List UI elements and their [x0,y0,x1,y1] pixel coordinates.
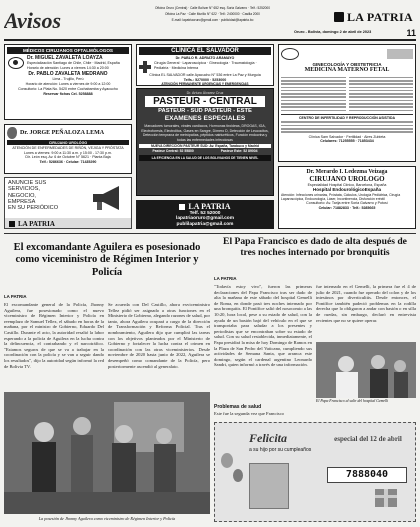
doctor-spec: Especialización Santiago de Chile, Chile · Madrid, España [27,61,120,66]
gine-center: CENTRO DE INFERTILIDAD Y REPRODUCCIÓN ASISTIDA [281,114,413,120]
ad-jorge-penaloza [4,124,132,174]
birthday-photo [249,463,289,509]
lab-phone: Pasteur Central: 52 55800 [152,149,194,154]
article-headline: El excomandante Aguilera es posesionado como viceministro de Régimen Interior y Policía [13,242,201,278]
office-info-2: Oficina La Paz · Calle Murillo N° 622 · Telf.: 2400000 · Casilla 2000 [165,12,260,16]
clinic-logo-icon [281,48,299,60]
clinic-phone: Telf.: 5286636 · Celular: 71435290 [39,159,97,164]
lab-heading: EXAMENES ESPECIALES [164,115,246,123]
anuncie-brand-bar [5,218,131,229]
clinic-address: Clínica EL SALVADOR calle Ayacucho N° 536 entre La Paz y Murguía [149,73,261,78]
doctor-hours: Horario de atención: Lunes a viernes de 9:00 a 12:00 [25,81,111,86]
cross-icon [139,61,151,73]
contact-email: publilapatria@gmail.com [176,221,234,227]
contact-email: lapatriaoruro@gmail.com [176,216,234,222]
clinic-subtitle: Dr. PABLO R. ADRIATO ARAMAYO [175,56,235,60]
brand-logo [334,8,416,26]
office-email: E-mail: lapatriaoruro@gmail.com · publicidad@lapatria.bo [171,18,254,22]
brand-name: LA PATRIA [18,219,55,228]
brand-mark-icon [9,221,15,227]
nacer-logo-icon [387,49,413,59]
ad-merardo-ledezma [278,166,416,229]
header-rule [4,39,416,41]
lab-title: PASTEUR - CENTRAL [145,96,265,107]
anuncie-line: ANUNCIE SUS [8,180,47,186]
gine-hospital: Clínica Sam Salvador · Fertilidad · Aires Zubieta [308,134,386,139]
ad-birthday [214,422,416,522]
anuncie-line: NEGOCIO, [8,192,36,199]
doctor-name: Dr. MIGUEL ZAVALETA LOAYZA [27,55,103,62]
photo-caption: La posesión de Jhonny Aguilera como viceministro de Régimen Interior y Policía [38,516,176,521]
birthday-date: especial del 12 de abril [334,435,402,443]
birthday-greeting: Felicita [249,431,287,445]
doctor-title: CIRUJANO UROLÓGO [7,140,129,145]
ad-lapatria-contact [136,200,274,229]
doctor-name: Dr. JORGE PEÑALOZA LEMA [20,130,105,136]
lab-subtitle: PASTEUR - SUD PASTEUR - ESTE [158,108,252,115]
doctor-desc: ATENCIÓN DE ENFERMEDADES DE RIÑÓN, VEJIGA Y PRÓSTATA [12,146,124,151]
office-info-1: Oficina Oruro (Central) · Calle Bolívar N° 652 esq. Soria Galvarro · Telf.: 5252000 [155,6,270,10]
gine-subtitle: MEDICINA MATERNO FETAL [304,67,390,73]
article-photo [316,342,416,398]
birthday-code-box [327,467,407,483]
article-column: Este fue la segunda vez que Francisco [214,411,284,416]
doctor-list [349,75,414,113]
doctor-name: Dr. Merardo I. Ledezma Veizaga [306,169,388,175]
article-column: El excomandante general de la Policía, Jhonny Aguilera, fue posesionado como el nuevo viceministro de Régimen Interior y Policía en reemplazo de Samuel Tellez, el sábado en horas de la mañana, por el ministro de Gobierno, Eduardo Del Castillo. Durante el acto, la autoridad resaltó la labor esperando a la policía de Aguilera en la lucha contra la delincuencia, el contrabando y el narcotráfico. "Estamos seguros de que se va a trabajar en la coordinación con la policía y se van a seguir dando los resultados", dijo la autoridad según informó la red de Bolivia TV. [4,302,104,369]
divider [4,233,416,234]
eye-icon [8,57,24,69]
article-papa-francisco [214,236,416,525]
article-photo [4,392,210,514]
doctor-name: Dr. PABLO ZAVALETA MEDRANO [28,71,108,78]
doctor-list [281,75,346,113]
article-subhead: Problemas de salud [214,404,262,410]
anuncie-line: EN SU PERIÓDICO [8,205,59,212]
clinic-address: Consultorio: La Plata No. 5420 entre Cochabamba y Ayacucho [18,87,118,92]
doctor-spec: Lima - Trujillo, Perú [52,77,84,82]
clinic-attention: ATENCIÓN PERMANENTE URGENCIAS Y EMERGENCIAS [161,82,249,86]
balloon-icon [221,453,233,468]
article-headline: El Papa Francisco es dado de alta después de tres noches internado por bronquitis [223,236,407,259]
doctor-spec: Especialidad Hospital Clínico, Barcelona, España [307,183,387,187]
clinic-address: Dir. León esq. Av. 6 de Octubre N° 5621 · Planta Baja [25,155,111,160]
services-list [281,121,413,132]
gift-icon [375,489,397,507]
ad-clinica-el-salvador [136,44,274,86]
contact-phone: Telf. 52 52000 [189,211,221,216]
ad-medicos-oftalmologos [4,44,132,120]
ad-pasteur [136,88,274,196]
section-title: Avisos [4,8,62,33]
brand-name: LA PATRIA [347,9,413,24]
article-byline: LA PATRIA [4,294,27,299]
clinic-phone: Reservar fichas Cel. 5258888 [43,91,93,96]
gine-phone: Celulares: 71255555 · 71853434 [320,139,374,143]
kidney-icon [7,127,17,139]
lab-phone: Pasteur Este: 52 89004 [220,149,258,154]
clinic-phone: Celular: 71882833 · Telf.: 5285665 [318,205,376,210]
lab-address: NUEVA DIRECCIÓN PASTEUR SUD: Av. España, Tarabuco y Madrid [139,144,271,148]
lab-doctor: Dr. Arturo Álvarez Cruz [186,91,224,95]
birthday-body: a su hijo por su cumpleaños [249,447,312,453]
ad-ginecologia [278,44,416,162]
page-header [4,4,416,42]
anuncie-line: EMPRESA [8,198,36,205]
balloon-icon [233,469,243,482]
brand-mark-icon [334,12,344,22]
ad-title: MÉDICOS CIRUJANOS OFTALMÓLOGOS [7,47,129,54]
doctor-title: CIRUJANO UROLOGO [309,175,385,183]
doctor-hours: Lunes a viernes: 9:00 a 11:30 a.m. y 15:00 - 17:30 p.m. [23,150,113,155]
article-aguilera [4,236,210,525]
brand-name: LA PATRIA [188,202,231,211]
article-column: Se acuerda con Del Castillo, ahora exviceministro Tellez pidió ser asignado a otras funciones en el Ministerio de Gobierno, alegando razones de salud, por tanto, ahora Aguilera ocupará a cargo de la dirección de Transformación y Reforma Policial. Tras el nombramiento, Aguilera dijo que cumplirá las tareas con los objetivos planteados por el Ministerio de Gobierno y fortalecer la lucha contra el crimen en coordinación con las otras viceministerios. Desde noviembre de 2020 hasta junio de 2022, Aguilera se desempeñó como comandante de la Policía, pero posteriormente ascendió al generalato. [108,302,210,369]
clinic-body: Cirugía General · Laparoscópica · Ginecología · Traumatología · Pediatría · Medicina Interna [154,61,257,70]
clinic-title: CLÍNICA EL SALVADOR [139,47,271,55]
brand-row [138,202,272,211]
article-byline: LA PATRIA [214,276,237,281]
lab-footer: LA EFICIENCIA EN LA SALUD DE LOS BOLIVIANOS DE TIENEN NIVEL [139,155,271,161]
gine-title: GINECOLOGÍA Y OBSTETRICIA [312,62,382,67]
doctor-body: Atención: Infecciones urinarias, Próstata, Cálculos, Urología Pediátrica, Cirugía Laparoscópica, Endourología, Láser, Incontinencia, Disfunción eréctil [281,193,401,202]
clinic-address: Consultorio: Av. Tarija entre Soria Galvarro y Potosí [306,201,388,206]
page-number: 11 [406,28,416,38]
brand-mark-icon [179,204,185,210]
ad-anuncie [4,177,132,229]
anuncie-text [8,180,86,218]
page-date: Oruro - Bolivia, domingo 2 de abril de 2023 [294,30,372,34]
doctor-hours: Horario de atención: Lunes a viernes 14:30 a 20:00 [27,65,109,70]
anuncie-line: SERVICIOS, [8,186,40,193]
birthday-code: 7888040 [345,469,389,480]
article-column: fue internado en el Gemelli, la primera fue el 4 de julio de 2021, cuando fue operado del colon y de los intestinos por diverticulitis. Desde entonces, el Pontífice también padeció problemas en la rodilla derecha que lo obligaron a andar con bastón o en silla de ruedas, sin embargo, declaró en entrevista recientes que no se quiere operar. [316,284,416,323]
photo-caption: El Papa Francisco al salir del hospital Gemelli [316,399,389,403]
clinic-phone: Telfs.: 5270000 · 5253000 [183,77,227,82]
article-column: "Todavía estoy vivo", fueron las primeras declaraciones del Papa Francisco tras ser dado de alta la mañana de este sábado del hospital Gemelli de Roma, en donde pasó tres noches internado por una bronquitis. El Pontífice salió del nosocomio a las 10:20, hora local, pese a su estado de salud, con la ayuda de un bastón bajó del vehículo en el que se transportaba para saludar a los presentes y periodistas que se encontraban sobre su estado de salud. Con su salud restablecida, inmediatamente, el Papa presidirá la misa de hoy Domingo de Ramos en la Plaza de San Pedro del Vaticano, cumpliendo sus actividades de Semana Santa, que arranca este domingo, según el cardenal argentino Leonardo Sandri, quien informó a través de una información. [214,284,312,368]
megaphone-icon [89,184,127,212]
lab-body: Marcadores tumorales, virales cardíacos, Hormonas tiroideas, DROGAS, IGA, Electroforesis, Electrolitos, Gases en Sangre, Dímero D, Detección de Leucocitos, Detección temprana de metrópatías, péptidos natriuréticos, Función endocrina y todas las enfermedades infecciosas [141,124,269,142]
doctor-hospital: Hospital EndourológicoEspaña [312,187,382,193]
